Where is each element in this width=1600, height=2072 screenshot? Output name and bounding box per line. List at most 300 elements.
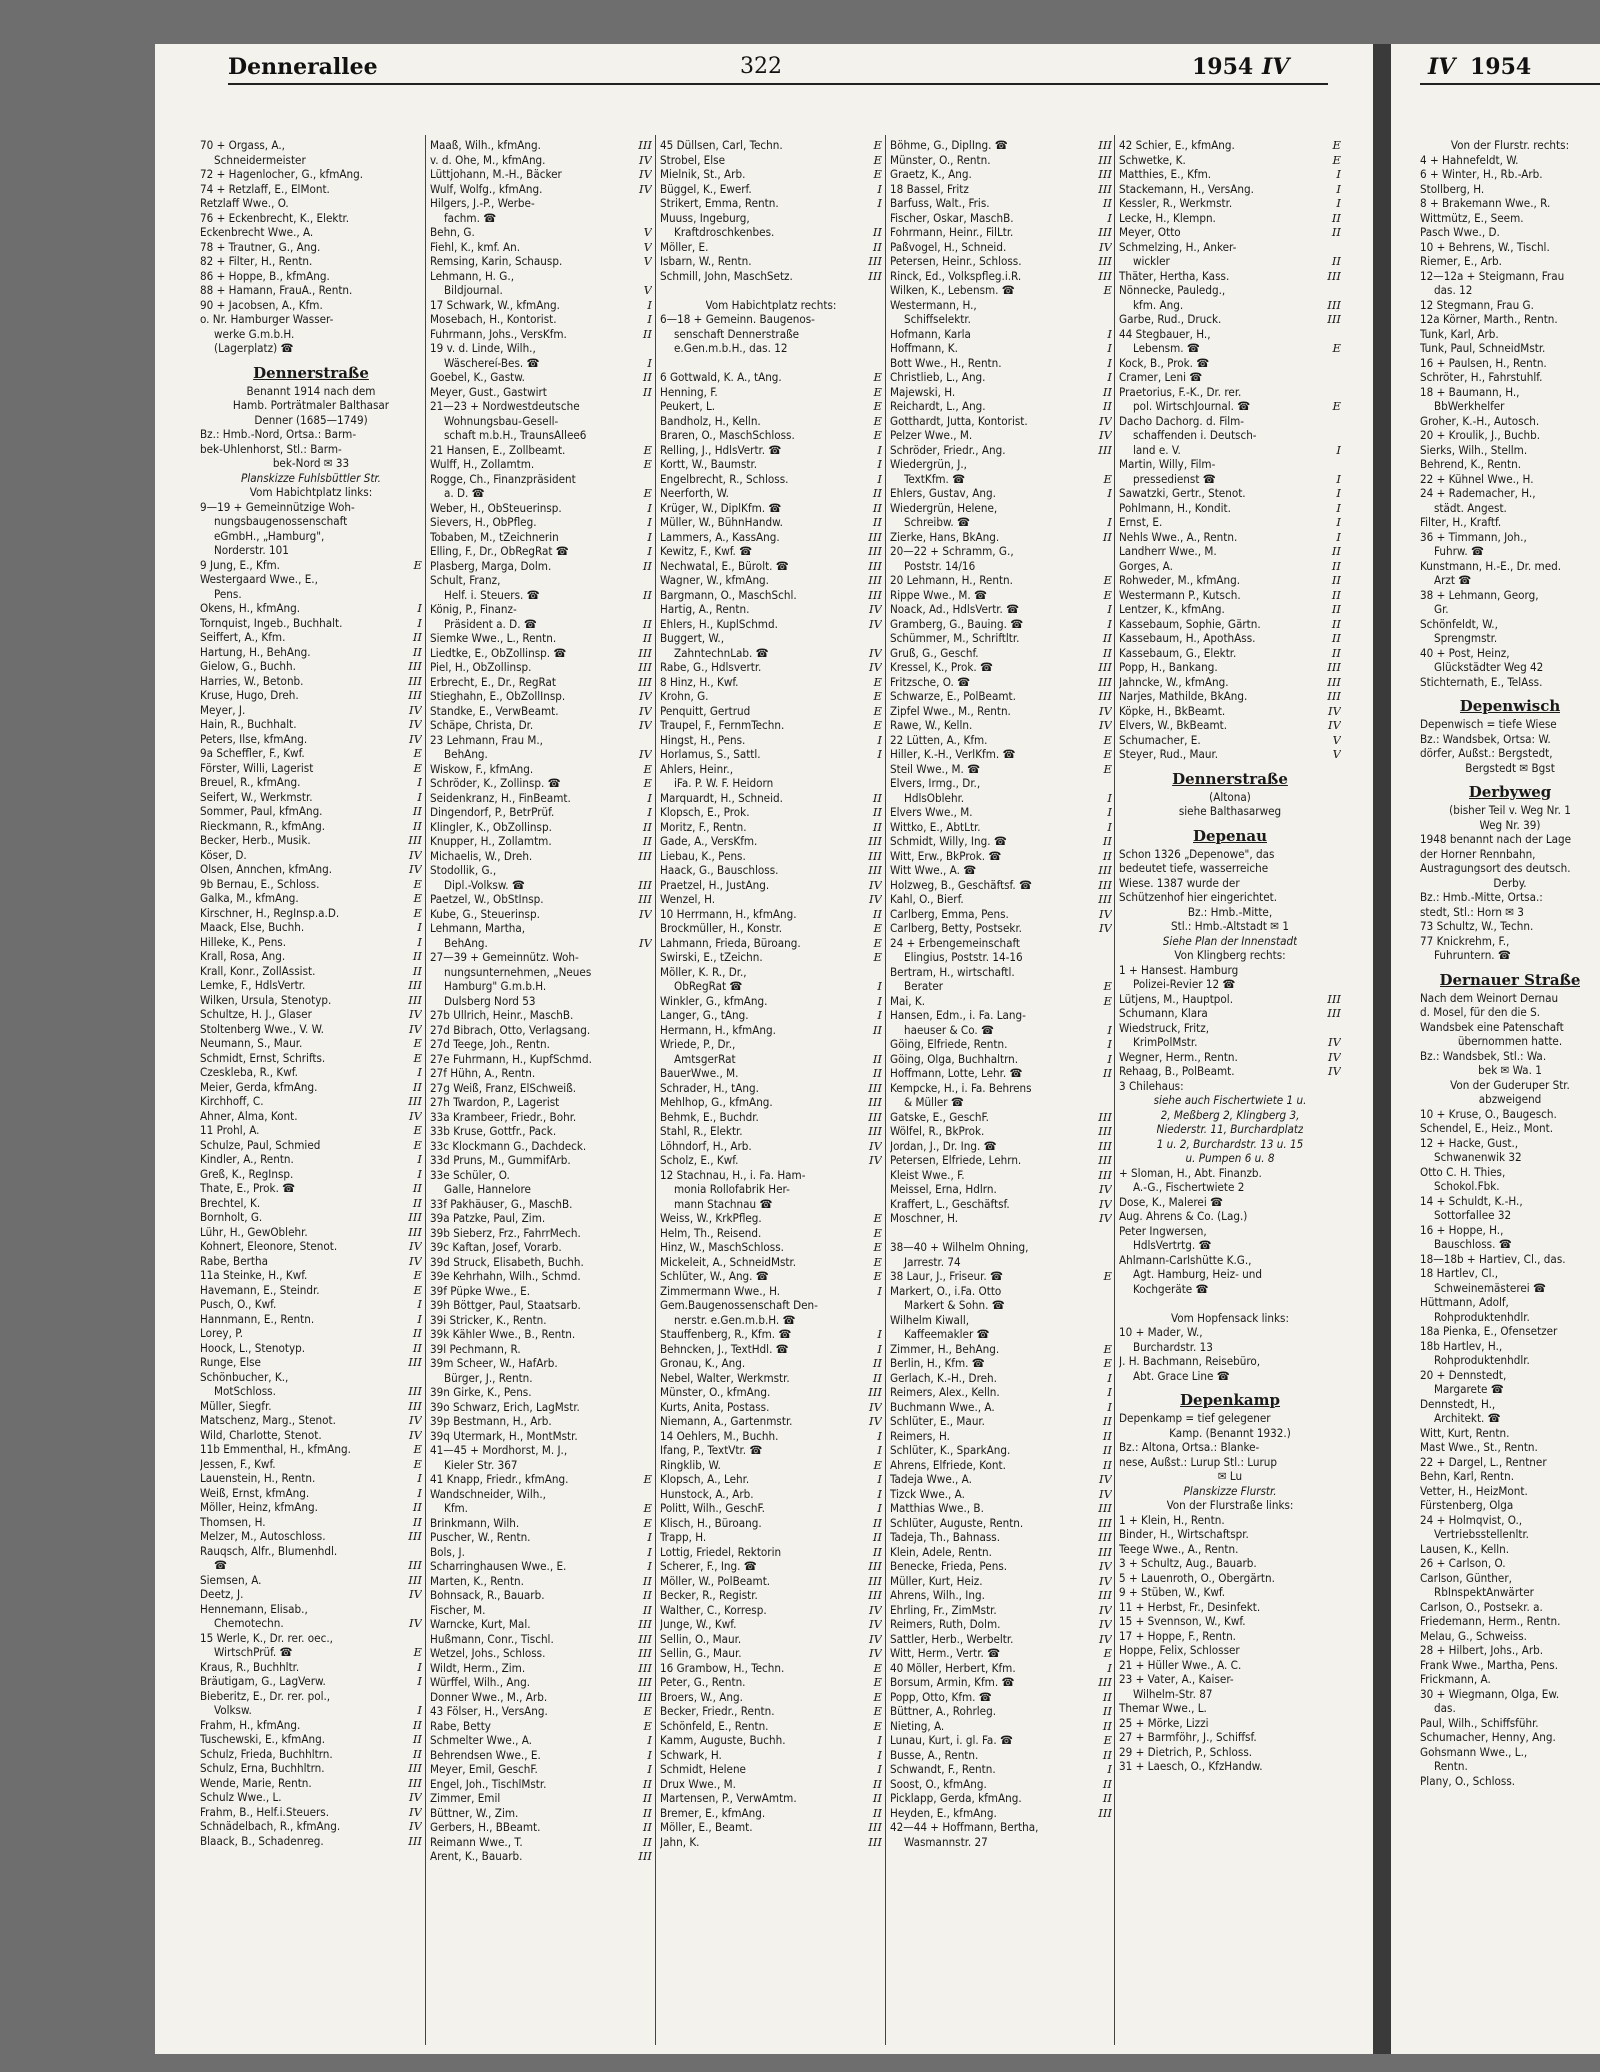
directory-line bbox=[1119, 1224, 1341, 1239]
floor-marker: E bbox=[1332, 152, 1341, 167]
entry-text: Derby. bbox=[1493, 875, 1527, 890]
floor-marker: I bbox=[417, 789, 422, 804]
directory-line bbox=[430, 617, 652, 632]
directory-line bbox=[660, 936, 882, 951]
entry-text: Lütjens, M., Hauptpol. bbox=[1119, 991, 1234, 1006]
directory-line bbox=[430, 1719, 652, 1734]
floor-marker: III bbox=[1098, 1138, 1112, 1153]
directory-line bbox=[1420, 1368, 1600, 1383]
floor-marker bbox=[638, 472, 652, 487]
entry-text: Rabe, Betty bbox=[430, 1718, 491, 1733]
directory-line bbox=[200, 703, 422, 718]
entry-text: Wende, Marie, Rentn. bbox=[200, 1775, 312, 1790]
floor-marker: II bbox=[1331, 210, 1341, 225]
entry-text: Hußmann, Conr., Tischl. bbox=[430, 1631, 554, 1646]
entry-text: Schmill, John, MaschSetz. bbox=[660, 268, 793, 283]
directory-line bbox=[660, 1806, 882, 1821]
directory-line bbox=[1119, 1021, 1341, 1036]
entry-text: Bertram, H., wirtschaftl. bbox=[890, 964, 1015, 979]
floor-marker: IV bbox=[869, 1646, 882, 1660]
entry-text: Meyer, Otto bbox=[1119, 225, 1181, 239]
floor-marker: E bbox=[873, 674, 882, 689]
floor-marker: III bbox=[408, 688, 422, 702]
floor-marker: IV bbox=[409, 1790, 422, 1804]
directory-line bbox=[200, 1283, 422, 1298]
floor-marker: IV bbox=[1099, 239, 1112, 254]
directory-line bbox=[430, 153, 652, 168]
directory-line bbox=[1420, 559, 1600, 574]
entry-text: MotSchloss. bbox=[214, 1384, 276, 1398]
directory-line bbox=[660, 921, 882, 936]
directory-line bbox=[1420, 905, 1600, 920]
entry-text: Rieckmann, R., kfmAng. bbox=[200, 818, 326, 833]
entry-text: Strobel, Else bbox=[660, 152, 726, 167]
directory-line bbox=[890, 660, 1112, 675]
entry-text: Fuhrmann, Johs., VersKfm. bbox=[430, 326, 567, 341]
floor-marker bbox=[1586, 1701, 1600, 1716]
entry-text: BehAng. bbox=[444, 747, 488, 761]
floor-marker bbox=[1586, 588, 1600, 603]
floor-marker: E bbox=[873, 1689, 882, 1704]
entry-text: Bieberitz, E., Dr. rer. pol., bbox=[200, 1688, 331, 1703]
directory-line bbox=[430, 559, 652, 574]
directory-line bbox=[200, 1326, 422, 1341]
floor-marker: II bbox=[1331, 587, 1341, 602]
directory-line bbox=[660, 356, 882, 371]
directory-line bbox=[430, 921, 652, 936]
directory-line bbox=[430, 1545, 652, 1560]
floor-marker: II bbox=[642, 1820, 652, 1834]
floor-marker: IV bbox=[1328, 1035, 1341, 1049]
floor-marker: E bbox=[643, 457, 652, 471]
entry-text: d. Mosel, für den die S. bbox=[1420, 1005, 1541, 1019]
directory-line bbox=[430, 1342, 652, 1357]
directory-line bbox=[890, 1574, 1112, 1589]
entry-text: Sattler, Herb., Werbeltr. bbox=[890, 1631, 1014, 1646]
directory-line bbox=[200, 572, 422, 587]
floor-marker: E bbox=[1332, 341, 1341, 355]
directory-line bbox=[890, 1182, 1112, 1197]
floor-marker: I bbox=[417, 601, 422, 615]
floor-marker: E bbox=[873, 1457, 882, 1472]
directory-line bbox=[200, 269, 422, 284]
directory-line bbox=[430, 1139, 652, 1154]
floor-marker: IV bbox=[409, 1587, 422, 1601]
directory-line bbox=[660, 486, 882, 501]
entry-text: Schwark, H. bbox=[660, 1747, 722, 1762]
directory-line bbox=[1119, 1195, 1341, 1210]
directory-line bbox=[200, 312, 422, 327]
directory-line bbox=[660, 1414, 882, 1429]
floor-marker bbox=[1586, 414, 1600, 429]
floor-marker: III bbox=[1098, 689, 1112, 703]
floor-marker: IV bbox=[869, 1414, 882, 1428]
entry-text: Schröder, K., Zollinsp. ☎ bbox=[430, 776, 561, 790]
floor-marker: V bbox=[643, 254, 652, 268]
entry-text: Bergstedt ✉ Bgst bbox=[1465, 760, 1555, 775]
entry-text: Schendel, E., Heiz., Mont. bbox=[1420, 1121, 1554, 1135]
floor-marker bbox=[1327, 1687, 1341, 1702]
floor-marker bbox=[1586, 486, 1600, 501]
entry-text: Hennemann, Elisab., bbox=[200, 1601, 308, 1616]
page-gutter bbox=[1373, 44, 1391, 2054]
floor-marker: II bbox=[872, 805, 882, 819]
entry-text: Tizck Wwe., A. bbox=[890, 1486, 965, 1501]
floor-marker: III bbox=[1098, 268, 1112, 283]
floor-marker: I bbox=[877, 1762, 882, 1776]
entry-text: Hunstock, A., Arb. bbox=[660, 1486, 754, 1501]
entry-text: Vetter, H., HeizMont. bbox=[1420, 1483, 1528, 1498]
entry-text: Plany, O., Schloss. bbox=[1420, 1773, 1516, 1788]
floor-marker: III bbox=[1098, 1530, 1112, 1544]
entry-text: Schneidermeister bbox=[214, 152, 306, 167]
directory-line bbox=[1420, 818, 1600, 833]
entry-text: 14 Oehlers, M., Buchh. bbox=[660, 1428, 779, 1443]
entry-text: Arzt ☎ bbox=[1434, 573, 1472, 587]
directory-line bbox=[200, 1051, 422, 1066]
entry-text: Relling, J., HdlsVertr. ☎ bbox=[660, 442, 782, 457]
entry-text: Brockmüller, H., Konstr. bbox=[660, 921, 783, 935]
directory-line bbox=[1119, 1006, 1341, 1021]
floor-marker: IV bbox=[1099, 1211, 1112, 1225]
entry-text: Becker, R., Registr. bbox=[660, 1588, 758, 1602]
directory-line bbox=[660, 370, 882, 385]
directory-line bbox=[430, 1820, 652, 1835]
directory-line bbox=[1420, 1252, 1600, 1267]
directory-line bbox=[1119, 733, 1341, 748]
entry-text: Zimmer, Emil bbox=[430, 1791, 501, 1805]
entry-text: Kraffert, L., Geschäftsf. bbox=[890, 1196, 1010, 1211]
directory-line bbox=[890, 1501, 1112, 1516]
directory-line bbox=[1420, 1397, 1600, 1412]
entry-text: Krüger, W., DiplKfm. ☎ bbox=[660, 500, 782, 515]
street-heading-text: Dennerstraße bbox=[253, 363, 369, 382]
directory-line bbox=[890, 1733, 1112, 1748]
directory-line bbox=[660, 1168, 882, 1183]
directory-line bbox=[1119, 196, 1341, 211]
entry-text: schaffenden i. Deutsch- bbox=[1133, 428, 1257, 442]
directory-line bbox=[1420, 472, 1600, 487]
directory-line bbox=[1420, 1527, 1600, 1542]
floor-marker bbox=[1586, 1643, 1600, 1658]
floor-marker: II bbox=[1331, 544, 1341, 558]
floor-marker bbox=[1586, 283, 1600, 298]
entry-text: Bargmann, O., MaschSchl. bbox=[660, 587, 797, 602]
floor-marker bbox=[1586, 1774, 1600, 1789]
entry-text: Mielnik, St., Arb. bbox=[660, 167, 746, 181]
floor-marker bbox=[1098, 1240, 1112, 1255]
directory-line bbox=[660, 660, 882, 675]
directory-line bbox=[1119, 1325, 1341, 1340]
entry-text: Christlieb, L., Ang. bbox=[890, 370, 986, 384]
floor-marker: III bbox=[408, 673, 422, 688]
entry-text: Schwandt, F., Rentn. bbox=[890, 1762, 996, 1776]
directory-line bbox=[1420, 327, 1600, 342]
directory-line bbox=[1119, 327, 1341, 342]
floor-marker: III bbox=[408, 1355, 422, 1369]
entry-text: 39m Scheer, W., HafArb. bbox=[430, 1356, 558, 1370]
floor-marker: III bbox=[868, 834, 882, 848]
floor-marker: I bbox=[417, 1485, 422, 1500]
floor-marker: II bbox=[642, 1602, 652, 1617]
entry-text: nungsbaugenossenschaft bbox=[214, 514, 348, 528]
floor-marker bbox=[638, 1124, 652, 1139]
floor-marker bbox=[638, 1371, 652, 1386]
directory-line bbox=[1420, 312, 1600, 327]
directory-line bbox=[430, 820, 652, 835]
floor-marker bbox=[868, 762, 882, 777]
entry-text: 23 + Vater, A., Kaiser- bbox=[1119, 1672, 1234, 1686]
entry-text: Lemke, F., HdlsVertr. bbox=[200, 978, 306, 992]
directory-line bbox=[200, 819, 422, 834]
floor-marker bbox=[1327, 370, 1341, 385]
floor-marker bbox=[638, 1153, 652, 1168]
floor-marker: E bbox=[873, 413, 882, 428]
entry-text: Vertriebsstellenltr. bbox=[1434, 1527, 1529, 1541]
directory-line bbox=[200, 732, 422, 747]
directory-line bbox=[200, 1123, 422, 1138]
entry-text: Möller, Heinz, kfmAng. bbox=[200, 1500, 318, 1514]
entry-text: 78 + Trautner, G., Ang. bbox=[200, 239, 321, 254]
entry-text: Peters, Ilse, kfmAng. bbox=[200, 731, 308, 746]
entry-text: 27b Ullrich, Heinr., MaschB. bbox=[430, 1008, 574, 1022]
entry-text: J. H. Bachmann, Reisebüro, bbox=[1119, 1354, 1261, 1368]
directory-line bbox=[430, 1690, 652, 1705]
directory-line bbox=[1420, 1078, 1600, 1093]
floor-marker bbox=[1586, 573, 1600, 588]
floor-marker: II bbox=[642, 1791, 652, 1805]
directory-line bbox=[660, 1211, 882, 1226]
entry-text: Marquardt, H., Schneid. bbox=[660, 790, 783, 805]
entry-text: Wittmütz, E., Seem. bbox=[1420, 210, 1524, 225]
directory-line bbox=[660, 1400, 882, 1415]
directory-line bbox=[660, 515, 882, 530]
floor-marker bbox=[408, 514, 422, 529]
entry-text: Mai, K. bbox=[890, 993, 926, 1008]
directory-line bbox=[200, 500, 422, 515]
floor-marker: III bbox=[1327, 312, 1341, 326]
entry-text: Göing, Olga, Buchhaltrn. bbox=[890, 1051, 1019, 1066]
entry-text: 11 + Herbst, Fr., Desinfekt. bbox=[1119, 1599, 1261, 1614]
floor-marker bbox=[1327, 890, 1341, 905]
floor-marker bbox=[1327, 1556, 1341, 1571]
directory-line bbox=[1420, 1034, 1600, 1049]
floor-marker bbox=[1327, 1267, 1341, 1282]
directory-line bbox=[890, 428, 1112, 443]
directory-line bbox=[660, 1240, 882, 1255]
directory-line bbox=[660, 602, 882, 617]
floor-marker: III bbox=[868, 573, 882, 587]
directory-line bbox=[430, 1226, 652, 1241]
directory-line bbox=[1119, 1672, 1341, 1687]
directory-line bbox=[1420, 153, 1600, 168]
entry-text: Politt, Wilh., GeschF. bbox=[660, 1501, 765, 1515]
floor-marker: I bbox=[1336, 500, 1341, 515]
entry-text: Krohn, G. bbox=[660, 689, 709, 703]
directory-line bbox=[890, 443, 1112, 458]
floor-marker: III bbox=[1327, 991, 1341, 1006]
floor-marker: E bbox=[413, 1268, 422, 1282]
entry-text: Carlson, O., Postsekr. a. bbox=[1420, 1599, 1543, 1614]
directory-line bbox=[1119, 1643, 1341, 1658]
directory-line bbox=[660, 167, 882, 182]
floor-marker bbox=[408, 341, 422, 356]
floor-marker: IV bbox=[1099, 1559, 1112, 1573]
entry-text: Hoppe, Felix, Schlosser bbox=[1119, 1643, 1240, 1657]
directory-line bbox=[1420, 182, 1600, 197]
floor-marker: E bbox=[413, 557, 422, 572]
directory-line bbox=[890, 1211, 1112, 1226]
directory-line bbox=[1420, 1469, 1600, 1484]
entry-text: Lühr, H., GewOblehr. bbox=[200, 1224, 308, 1239]
directory-line bbox=[890, 1269, 1112, 1284]
entry-text: Möller, W., PolBeamt. bbox=[660, 1573, 771, 1588]
directory-line bbox=[430, 1023, 652, 1038]
floor-marker bbox=[1586, 341, 1600, 356]
directory-line bbox=[1119, 472, 1341, 487]
column-divider bbox=[425, 135, 426, 2045]
directory-line bbox=[1119, 1759, 1341, 1774]
entry-text: Mast Wwe., St., Rentn. bbox=[1420, 1440, 1538, 1454]
entry-text: 42 Schier, E., kfmAng. bbox=[1119, 138, 1235, 152]
floor-marker bbox=[1586, 153, 1600, 168]
directory-line bbox=[200, 688, 422, 703]
entry-text: 6 + Winter, H., Rb.-Arb. bbox=[1420, 167, 1543, 181]
directory-line bbox=[660, 1719, 882, 1734]
directory-line bbox=[430, 1081, 652, 1096]
directory-line bbox=[430, 994, 652, 1009]
directory-line bbox=[890, 1139, 1112, 1154]
directory-line bbox=[200, 1239, 422, 1254]
entry-text: Kieler Str. 367 bbox=[444, 1457, 518, 1472]
floor-marker: E bbox=[643, 1718, 652, 1733]
floor-marker: IV bbox=[409, 731, 422, 746]
entry-text: Rabe, Bertha bbox=[200, 1253, 268, 1268]
entry-text: Müller, W., BühnHandw. bbox=[660, 515, 783, 529]
directory-line bbox=[200, 1587, 422, 1602]
floor-marker: IV bbox=[1099, 428, 1112, 442]
entry-text: Rauqsch, Alfr., Blumenhdl. bbox=[200, 1543, 338, 1558]
directory-line bbox=[890, 617, 1112, 632]
entry-text: Sprengmstr. bbox=[1434, 631, 1498, 645]
directory-line bbox=[1119, 804, 1341, 819]
directory-line bbox=[1420, 1107, 1600, 1122]
directory-line bbox=[660, 1690, 882, 1705]
page-number: 322 bbox=[740, 54, 782, 79]
directory-line bbox=[890, 1037, 1112, 1052]
directory-line bbox=[1119, 1035, 1341, 1050]
entry-text: Klingler, K., ObZollinsp. bbox=[430, 819, 552, 834]
directory-line bbox=[200, 1834, 422, 1849]
directory-line bbox=[1420, 631, 1600, 646]
floor-marker: E bbox=[1103, 1341, 1112, 1356]
directory-line bbox=[430, 704, 652, 719]
directory-line bbox=[200, 283, 422, 298]
floor-marker bbox=[1586, 1614, 1600, 1629]
entry-text: Von der Flurstr. rechts: bbox=[1450, 138, 1570, 152]
directory-line bbox=[890, 1719, 1112, 1734]
directory-line bbox=[1119, 167, 1341, 182]
entry-text: 38 + Lehmann, Georg, bbox=[1420, 587, 1539, 602]
floor-marker: I bbox=[877, 747, 882, 761]
directory-line bbox=[1420, 1310, 1600, 1325]
entry-text: Gerbers, H., BBeamt. bbox=[430, 1820, 541, 1834]
floor-marker: I bbox=[877, 1283, 882, 1298]
directory-line bbox=[660, 138, 882, 153]
entry-text: 39d Struck, Elisabeth, Buchh. bbox=[430, 1254, 584, 1269]
entry-text: Frahm, B., Helf.i.Steuers. bbox=[200, 1804, 330, 1819]
entry-text: Stollberg, H. bbox=[1420, 181, 1485, 196]
floor-marker: IV bbox=[1099, 1196, 1112, 1211]
directory-line bbox=[660, 863, 882, 878]
floor-marker: I bbox=[417, 1703, 422, 1717]
directory-line bbox=[430, 1835, 652, 1850]
directory-line bbox=[660, 950, 882, 965]
floor-marker: I bbox=[877, 1443, 882, 1457]
entry-text: 16 Grambow, H., Techn. bbox=[660, 1660, 785, 1675]
directory-line bbox=[200, 935, 422, 950]
entry-text: Schrader, H., tAng. bbox=[660, 1080, 759, 1095]
entry-text: Tadeja, Th., Bahnass. bbox=[890, 1530, 1001, 1544]
floor-marker bbox=[1586, 501, 1600, 516]
floor-marker: IV bbox=[1099, 1573, 1112, 1588]
directory-line bbox=[200, 341, 422, 356]
entry-text: 10 + Behrens, W., Tischl. bbox=[1420, 239, 1550, 254]
entry-text: Förster, Willi, Lagerist bbox=[200, 760, 314, 775]
floor-marker: IV bbox=[1328, 718, 1341, 732]
floor-marker: E bbox=[1332, 138, 1341, 152]
floor-marker bbox=[408, 1689, 422, 1704]
entry-text: Popp, H., Bankang. bbox=[1119, 660, 1218, 674]
entry-text: Schümmer, M., Schriftltr. bbox=[890, 631, 1020, 645]
floor-marker bbox=[1586, 1208, 1600, 1223]
floor-marker: II bbox=[872, 1356, 882, 1370]
directory-line bbox=[1119, 617, 1341, 632]
directory-line bbox=[1420, 1165, 1600, 1180]
entry-text: Tunk, Paul, SchneidMstr. bbox=[1420, 341, 1546, 355]
floor-marker bbox=[638, 921, 652, 936]
entry-text: 72 + Hagenlocher, G., kfmAng. bbox=[200, 167, 364, 181]
directory-line bbox=[660, 1153, 882, 1168]
floor-marker bbox=[408, 196, 422, 211]
directory-line bbox=[1119, 602, 1341, 617]
floor-marker: I bbox=[877, 993, 882, 1008]
directory-column-1 bbox=[200, 138, 422, 2043]
entry-text: Löhndorf, H., Arb. bbox=[660, 1138, 752, 1153]
entry-text: Tadeja Wwe., A. bbox=[890, 1472, 972, 1486]
directory-line bbox=[890, 1632, 1112, 1647]
entry-text: Seiffert, A., Kfm. bbox=[200, 630, 286, 644]
floor-marker bbox=[1586, 240, 1600, 255]
entry-text: Ifang, P., TextVtr. ☎ bbox=[660, 1443, 763, 1457]
floor-marker: II bbox=[412, 1340, 422, 1355]
directory-line bbox=[1420, 298, 1600, 313]
entry-text: Stauffenberg, R., Kfm. ☎ bbox=[660, 1327, 792, 1341]
floor-marker: II bbox=[642, 384, 652, 399]
floor-marker: III bbox=[638, 660, 652, 674]
entry-text: Schulze, Paul, Schmied bbox=[200, 1137, 321, 1152]
directory-line bbox=[200, 153, 422, 168]
directory-line bbox=[660, 428, 882, 443]
directory-line bbox=[200, 413, 422, 428]
entry-text: Moritz, F., Rentn. bbox=[660, 819, 747, 834]
directory-line bbox=[200, 1167, 422, 1182]
entry-text: Retzlaff Wwe., O. bbox=[200, 196, 289, 210]
floor-marker: E bbox=[873, 950, 882, 964]
directory-line bbox=[430, 675, 652, 690]
entry-text: Olsen, Annchen, kfmAng. bbox=[200, 862, 333, 876]
directory-line bbox=[1420, 370, 1600, 385]
